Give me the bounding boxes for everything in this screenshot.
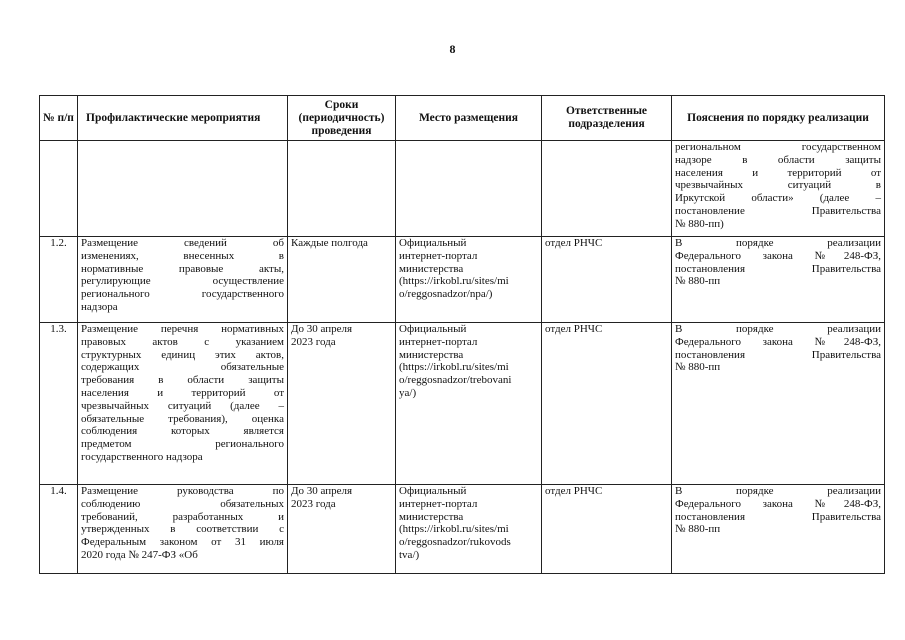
cell-text-line: министерства (399, 510, 464, 523)
table-header-row (40, 96, 885, 141)
cell-text-line: В порядке реализации (675, 485, 881, 497)
row-measure (78, 323, 288, 485)
cell-text-line: постановления Правительства (675, 510, 881, 523)
cell-text-line: o/reggosnadzor/trebovani (399, 374, 512, 387)
cell-text-line: надзора (81, 300, 118, 313)
cell-text-line: 2023 года (291, 497, 336, 510)
row-measure (78, 485, 288, 574)
cell-text-line: ya/) (399, 386, 417, 399)
cell-text-line: населения и территорий от (81, 386, 284, 399)
cell-text-line: регионального государственного (81, 288, 284, 301)
cell-text-line: 2020 года № 247-ФЗ «Об (81, 548, 198, 561)
cell-text-line: Федеральным законом от 31 июля (81, 536, 284, 549)
cell-text-line: требований, разработанных и (81, 510, 284, 523)
table-row (40, 485, 885, 574)
cell-text-line: В порядке реализации (675, 323, 881, 335)
row-term (288, 485, 396, 574)
row-term (288, 323, 396, 485)
cell-text-line: постановление Правительства (675, 204, 881, 217)
cell-text-line: Федерального закона №248-ФЗ, (675, 497, 881, 510)
cell-text-line: государственного надзора (81, 450, 203, 463)
cell-text-line: tva/) (399, 548, 420, 561)
header-place: Место размещения (396, 96, 542, 141)
cell-text-line: Иркутской области» (далее – (675, 192, 881, 205)
row-notes (672, 485, 885, 574)
cell-text-line: надзоре в области защиты (675, 153, 881, 166)
cell-text-line: Официальный (399, 237, 467, 249)
cell-text-line: чрезвычайных ситуаций (далее – (81, 399, 284, 412)
cell-text-line: Федерального закона №248-ФЗ, (675, 249, 881, 262)
cell-text-line: (https://irkobl.ru/sites/mi (399, 361, 509, 374)
page-number: 8 (449, 42, 456, 56)
header-responsible: Ответственные подразделения (542, 96, 672, 141)
continuation-place (396, 141, 542, 237)
row-place (396, 323, 542, 485)
cell-text-line: 2023 года (291, 335, 336, 348)
cell-text-line: обязательные требования), оценка (81, 412, 284, 425)
cell-text-line: Официальный (399, 323, 467, 335)
cell-text-line: правовых актов с указанием (81, 335, 284, 348)
row-place (396, 237, 542, 323)
row-responsible: отдел РНЧС (542, 485, 672, 574)
header-notes: Пояснения по порядку реализации (672, 96, 885, 141)
continuation-terms (288, 141, 396, 237)
header-num: № п/п (40, 96, 78, 141)
cell-text-line: Каждые полгода (291, 237, 368, 249)
prevention-measures-table (39, 95, 885, 574)
header-measures: Профилактические мероприятия (78, 96, 288, 141)
cell-text-line: содержащих обязательные (81, 361, 284, 374)
row-responsible: отдел РНЧС (542, 237, 672, 323)
cell-text-line: (https://irkobl.ru/sites/mi (399, 275, 509, 288)
continuation-measures (78, 141, 288, 237)
cell-text-line: № 880-пп (675, 275, 721, 288)
cell-text-line: нормативные правовые акты, (81, 262, 284, 275)
cell-text-line: Размещение сведений об (81, 237, 284, 249)
continuation-responsible (542, 141, 672, 237)
cell-text-line: До 30 апреля (291, 323, 353, 335)
cell-text-line: структурных единиц этих актов, (81, 348, 284, 361)
cell-text-line: изменениях, внесенных в (81, 249, 284, 262)
cell-text-line: Официальный (399, 485, 467, 497)
cell-text-line: В порядке реализации (675, 237, 881, 249)
cell-text-line: министерства (399, 348, 464, 361)
table-row (40, 323, 885, 485)
cell-text-line: № 880-пп) (675, 217, 724, 230)
row-responsible: отдел РНЧС (542, 323, 672, 485)
row-num: 1.2. (40, 237, 78, 323)
cell-text-line: интернет-портал (399, 249, 478, 262)
cell-text-line: региональном государственном (675, 141, 881, 153)
cell-text-line: чрезвычайных ситуаций в (675, 179, 881, 192)
continuation-num (40, 141, 78, 237)
header-terms: Сроки (периодичность) проведения (288, 96, 396, 141)
row-notes (672, 237, 885, 323)
cell-text-line: утвержденных в соответствии с (81, 523, 284, 536)
cell-text-line: Размещение руководства по (81, 485, 284, 497)
cell-text-line: соблюдения которых является (81, 425, 284, 438)
cell-text-line: министерства (399, 262, 464, 275)
row-measure (78, 237, 288, 323)
cell-text-line: До 30 апреля (291, 485, 353, 497)
cell-text-line: Размещение перечня нормативных (81, 323, 284, 335)
cell-text-line: постановления Правительства (675, 262, 881, 275)
row-place (396, 485, 542, 574)
cell-text-line: Федерального закона №248-ФЗ, (675, 335, 881, 348)
cell-text-line: № 880-пп (675, 523, 721, 536)
cell-text-line: интернет-портал (399, 497, 478, 510)
row-notes (672, 323, 885, 485)
cell-text-line: населения и территорий от (675, 166, 881, 179)
cell-text-line: № 880-пп (675, 361, 721, 374)
cell-text-line: интернет-портал (399, 335, 478, 348)
continuation-row (40, 141, 885, 237)
table-row (40, 237, 885, 323)
row-num: 1.4. (40, 485, 78, 574)
row-term (288, 237, 396, 323)
cell-text-line: соблюдению обязательных (81, 497, 284, 510)
cell-text-line: (https://irkobl.ru/sites/mi (399, 523, 509, 536)
cell-text-line: регулирующие осуществление (81, 275, 284, 288)
cell-text-line: требования в области защиты (81, 374, 284, 387)
cell-text-line: o/reggosnadzor/rukovods (399, 536, 511, 549)
cell-text-line: o/reggosnadzor/npa/) (399, 288, 493, 301)
continuation-notes (672, 141, 885, 237)
row-num: 1.3. (40, 323, 78, 485)
cell-text-line: предметом регионального (81, 438, 284, 451)
cell-text-line: постановления Правительства (675, 348, 881, 361)
